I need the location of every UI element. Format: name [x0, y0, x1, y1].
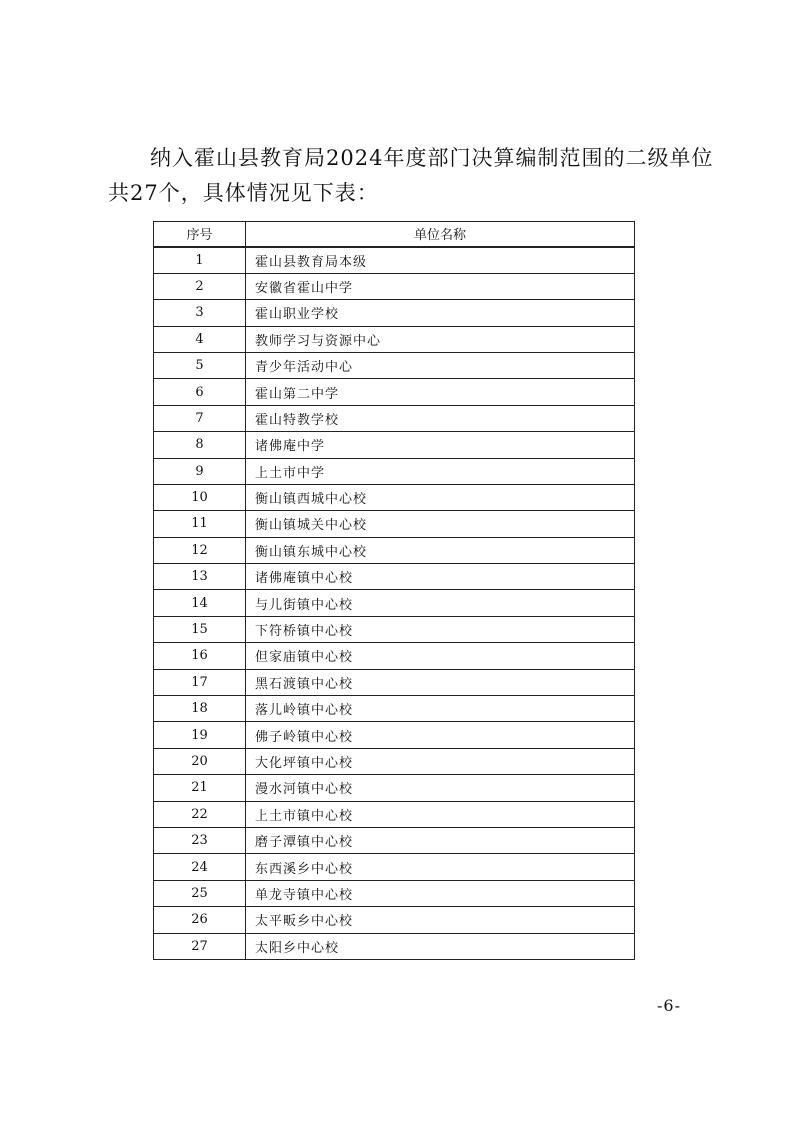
- row-number: 23: [154, 827, 246, 853]
- table-row: [154, 432, 635, 458]
- row-number: 3: [154, 300, 246, 326]
- unit-name: 单龙寺镇中心校: [246, 880, 635, 906]
- table-row: [154, 669, 635, 695]
- table-row: [154, 854, 635, 880]
- table-row: [154, 458, 635, 484]
- unit-name: 磨子潭镇中心校: [246, 827, 635, 853]
- unit-name: 衡山镇东城中心校: [246, 537, 635, 563]
- unit-name: 黑石渡镇中心校: [246, 669, 635, 695]
- row-number: 18: [154, 696, 246, 722]
- unit-name: 安徽省霍山中学: [246, 273, 635, 299]
- unit-name: 佛子岭镇中心校: [246, 722, 635, 748]
- unit-name: 下符桥镇中心校: [246, 616, 635, 642]
- table-row: [154, 405, 635, 431]
- table-row: [154, 484, 635, 510]
- units-table: [153, 221, 635, 960]
- row-number: 15: [154, 616, 246, 642]
- unit-name: 诸佛庵中学: [246, 432, 635, 458]
- row-number: 2: [154, 273, 246, 299]
- table-row: [154, 273, 635, 299]
- row-number: 26: [154, 907, 246, 933]
- intro-paragraph: [108, 141, 714, 211]
- unit-name: 霍山职业学校: [246, 300, 635, 326]
- row-number: 10: [154, 484, 246, 510]
- table-row: [154, 590, 635, 616]
- unit-name: 与儿街镇中心校: [246, 590, 635, 616]
- table-row: [154, 379, 635, 405]
- table-row: [154, 300, 635, 326]
- table-row: [154, 775, 635, 801]
- table-row: [154, 722, 635, 748]
- unit-name: 青少年活动中心: [246, 352, 635, 378]
- header-no: 序号: [154, 222, 246, 247]
- unit-name: 但家庙镇中心校: [246, 643, 635, 669]
- unit-name: 落儿岭镇中心校: [246, 696, 635, 722]
- row-number: 24: [154, 854, 246, 880]
- header-name: 单位名称: [246, 222, 635, 247]
- row-number: 5: [154, 352, 246, 378]
- row-number: 7: [154, 405, 246, 431]
- table-row: [154, 827, 635, 853]
- table-header-row: [154, 222, 635, 247]
- unit-name: 衡山镇城关中心校: [246, 511, 635, 537]
- row-number: 20: [154, 748, 246, 774]
- row-number: 22: [154, 801, 246, 827]
- row-number: 19: [154, 722, 246, 748]
- table-row: [154, 907, 635, 933]
- unit-name: 霍山第二中学: [246, 379, 635, 405]
- row-number: 25: [154, 880, 246, 906]
- intro-line-2: 共27个，具体情况见下表：: [108, 181, 379, 205]
- unit-name: 大化坪镇中心校: [246, 748, 635, 774]
- table-row: [154, 352, 635, 378]
- page-number: -6-: [657, 996, 681, 1015]
- unit-name: 上土市中学: [246, 458, 635, 484]
- intro-line-1: 纳入霍山县教育局2024年度部门决算编制范围的二级单位: [150, 146, 714, 170]
- table-row: [154, 748, 635, 774]
- unit-name: 衡山镇西城中心校: [246, 484, 635, 510]
- unit-name: 漫水河镇中心校: [246, 775, 635, 801]
- row-number: 8: [154, 432, 246, 458]
- table-row: [154, 643, 635, 669]
- row-number: 16: [154, 643, 246, 669]
- row-number: 17: [154, 669, 246, 695]
- unit-name: 教师学习与资源中心: [246, 326, 635, 352]
- table-row: [154, 616, 635, 642]
- row-number: 14: [154, 590, 246, 616]
- table-row: [154, 511, 635, 537]
- row-number: 11: [154, 511, 246, 537]
- table-row: [154, 564, 635, 590]
- row-number: 6: [154, 379, 246, 405]
- table-row: [154, 696, 635, 722]
- table-row: [154, 933, 635, 959]
- row-number: 9: [154, 458, 246, 484]
- row-number: 4: [154, 326, 246, 352]
- unit-name: 上土市镇中心校: [246, 801, 635, 827]
- unit-name: 太阳乡中心校: [246, 933, 635, 959]
- unit-name: 诸佛庵镇中心校: [246, 564, 635, 590]
- table-body: [154, 247, 635, 960]
- unit-name: 霍山县教育局本级: [246, 247, 635, 273]
- unit-name: 霍山特教学校: [246, 405, 635, 431]
- table-row: [154, 247, 635, 273]
- table-row: [154, 880, 635, 906]
- row-number: 21: [154, 775, 246, 801]
- row-number: 12: [154, 537, 246, 563]
- table-row: [154, 801, 635, 827]
- table-row: [154, 537, 635, 563]
- row-number: 13: [154, 564, 246, 590]
- row-number: 27: [154, 933, 246, 959]
- table-row: [154, 326, 635, 352]
- row-number: 1: [154, 247, 246, 273]
- unit-name: 东西溪乡中心校: [246, 854, 635, 880]
- unit-name: 太平畈乡中心校: [246, 907, 635, 933]
